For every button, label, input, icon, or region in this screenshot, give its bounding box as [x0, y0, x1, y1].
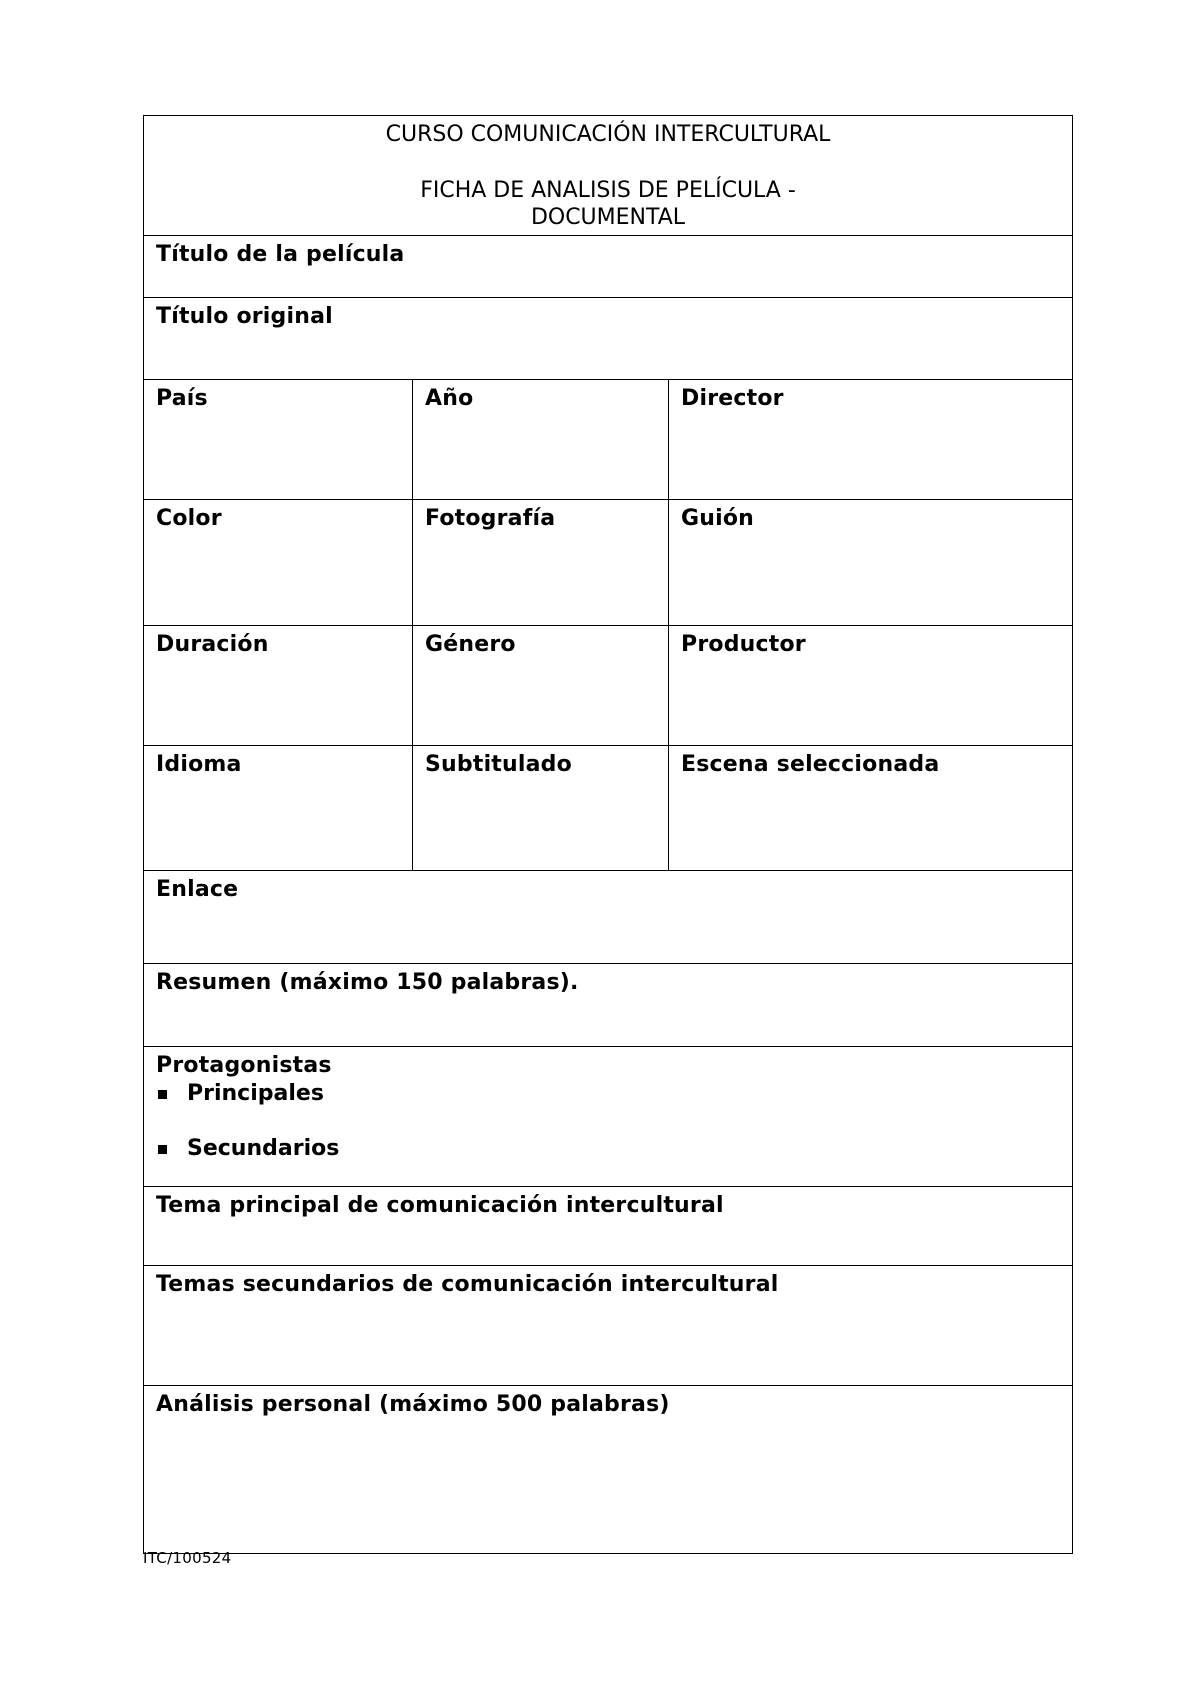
- list-item-secundarios: [156, 1135, 1060, 1163]
- field-label-color: Color: [156, 506, 222, 531]
- field-titulo-pelicula[interactable]: [144, 236, 1073, 298]
- field-fotografia[interactable]: [413, 500, 669, 626]
- field-label-resumen: Resumen (máximo 150 palabras).: [156, 970, 579, 995]
- row-titulo-original: [144, 298, 1073, 380]
- field-resumen[interactable]: [144, 964, 1073, 1047]
- field-label-titulo-original: Título original: [156, 304, 333, 329]
- protagonistas-list: [156, 1080, 1060, 1163]
- header-row: [144, 116, 1073, 236]
- field-label-director: Director: [681, 386, 784, 411]
- row-pais-anio-director: [144, 380, 1073, 500]
- field-label-escena: Escena seleccionada: [681, 752, 940, 777]
- field-productor[interactable]: [669, 626, 1073, 746]
- field-idioma[interactable]: [144, 746, 413, 871]
- field-escena[interactable]: [669, 746, 1073, 871]
- field-label-protagonistas: Protagonistas: [156, 1053, 332, 1078]
- field-label-guion: Guión: [681, 506, 755, 531]
- field-label-temas-secundarios: Temas secundarios de comunicación intercultural: [156, 1272, 779, 1297]
- field-protagonistas[interactable]: [144, 1047, 1073, 1187]
- field-label-idioma: Idioma: [156, 752, 242, 777]
- row-protagonistas: [144, 1047, 1073, 1187]
- course-title: CURSO COMUNICACIÓN INTERCULTURAL: [385, 122, 831, 147]
- row-duracion-genero-productor: [144, 626, 1073, 746]
- field-label-anio: Año: [425, 386, 474, 411]
- square-bullet-icon: [158, 1090, 167, 1099]
- field-director[interactable]: [669, 380, 1073, 500]
- field-color[interactable]: [144, 500, 413, 626]
- field-label-titulo-pelicula: Título de la película: [156, 242, 405, 267]
- field-duracion[interactable]: [144, 626, 413, 746]
- row-color-fotografia-guion: [144, 500, 1073, 626]
- row-enlace: [144, 871, 1073, 964]
- row-titulo-pelicula: [144, 236, 1073, 298]
- field-label-enlace: Enlace: [156, 877, 239, 902]
- field-label-subtitulado: Subtitulado: [425, 752, 572, 777]
- field-label-duracion: Duración: [156, 632, 269, 657]
- field-temas-secundarios[interactable]: [144, 1266, 1073, 1386]
- form-title-line2: DOCUMENTAL: [530, 205, 686, 230]
- field-label-genero: Género: [425, 632, 516, 657]
- row-tema-principal: [144, 1187, 1073, 1266]
- field-pais[interactable]: [144, 380, 413, 500]
- field-label-pais: País: [156, 386, 208, 411]
- field-tema-principal[interactable]: [144, 1187, 1073, 1266]
- square-bullet-icon: [158, 1145, 167, 1154]
- row-temas-secundarios: [144, 1266, 1073, 1386]
- principales-label: Principales: [187, 1081, 324, 1106]
- field-enlace[interactable]: [144, 871, 1073, 964]
- row-resumen: [144, 964, 1073, 1047]
- list-item-principales: [156, 1080, 1060, 1108]
- secundarios-label: Secundarios: [187, 1136, 340, 1161]
- field-subtitulado[interactable]: [413, 746, 669, 871]
- field-label-fotografia: Fotografía: [425, 506, 556, 531]
- row-analisis: [144, 1386, 1073, 1554]
- field-titulo-original[interactable]: [144, 298, 1073, 380]
- field-analisis[interactable]: [144, 1386, 1073, 1554]
- field-guion[interactable]: [669, 500, 1073, 626]
- field-genero[interactable]: [413, 626, 669, 746]
- document-code: ITC/100524: [143, 1549, 232, 1567]
- field-label-analisis: Análisis personal (máximo 500 palabras): [156, 1392, 670, 1417]
- field-label-productor: Productor: [681, 632, 806, 657]
- field-anio[interactable]: [413, 380, 669, 500]
- field-label-tema-principal: Tema principal de comunicación intercultural: [156, 1193, 724, 1218]
- film-analysis-form: [143, 115, 1073, 1554]
- form-title-line1: FICHA DE ANALISIS DE PELÍCULA -: [420, 178, 796, 203]
- row-idioma-subtitulado-escena: [144, 746, 1073, 871]
- form-header-cell: [144, 116, 1073, 236]
